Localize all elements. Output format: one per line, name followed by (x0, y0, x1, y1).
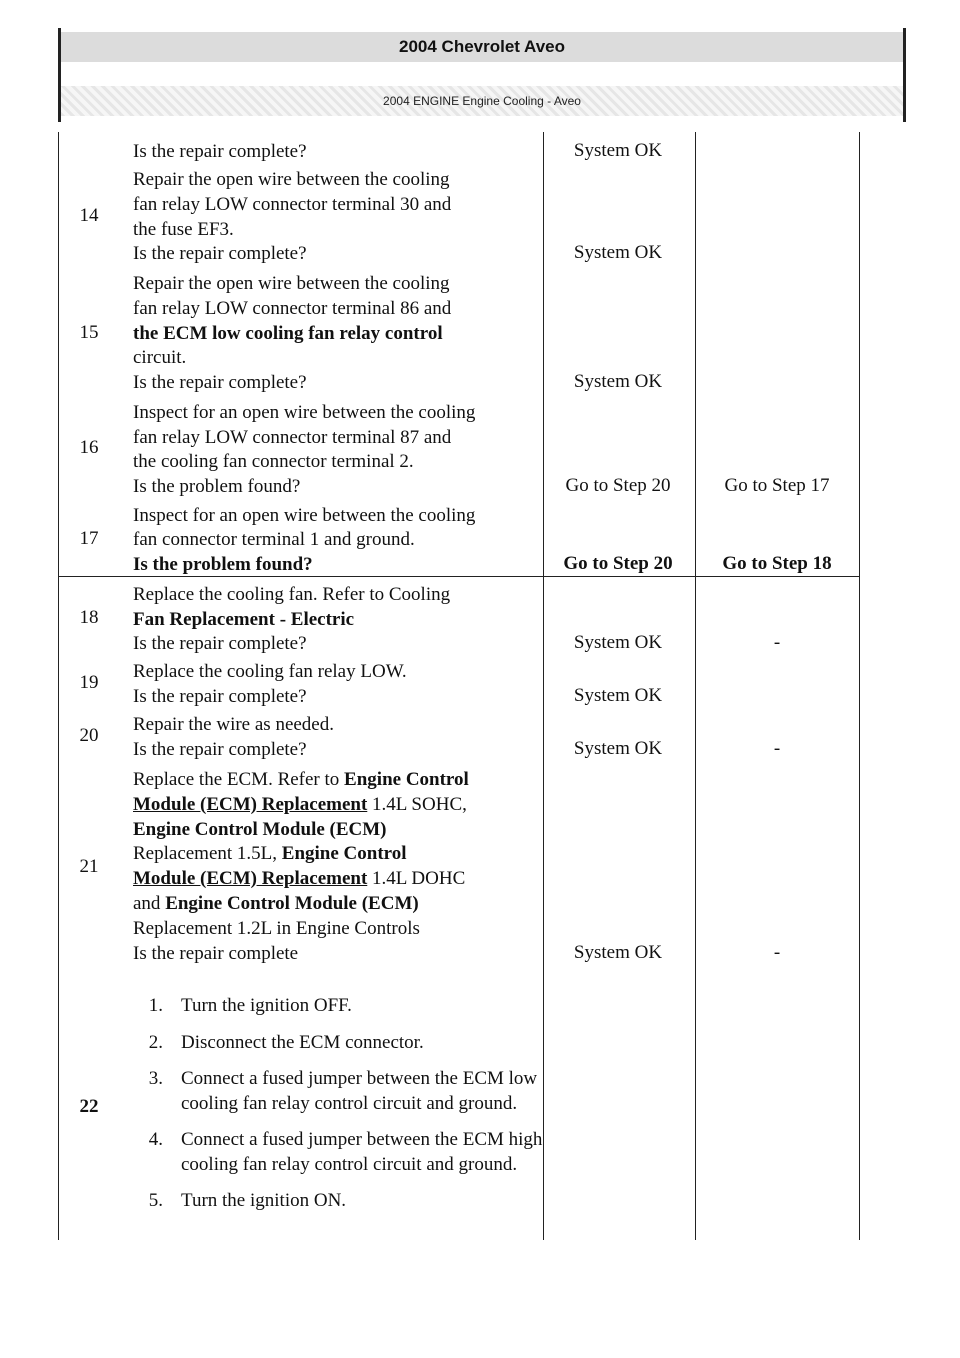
no-result: Go to Step 18 (722, 553, 832, 574)
action-line: Fan Replacement - Electric (133, 609, 355, 630)
step-number: 16 (79, 437, 99, 458)
step-number: 21 (79, 856, 99, 877)
action-line: fan relay LOW connector terminal 86 and (133, 298, 452, 319)
question: Is the problem found? (133, 476, 301, 497)
yes-result: System OK (573, 738, 663, 759)
action-line: the fuse EF3. (133, 219, 234, 240)
action-line: fan relay LOW connector terminal 87 and (133, 427, 452, 448)
action-line: Engine Control Module (ECM) (133, 819, 387, 840)
action-line: fan connector terminal 1 and ground. (133, 529, 415, 550)
action-line: the ECM low cooling fan relay control (133, 323, 443, 344)
action-line: Replace the cooling fan relay LOW. (133, 661, 407, 682)
yes-result: System OK (573, 371, 663, 392)
column-divider-no (695, 132, 696, 1240)
procedure-step: 4. Connect a fused jumper between the ECM high cooling fan relay control circuit and ground. (148, 1129, 543, 1175)
question: Is the repair complete? (133, 243, 307, 264)
action-line: Replacement 1.5L, Engine Control (133, 843, 407, 864)
no-result: - (773, 942, 781, 963)
action-line: Replacement 1.2L in Engine Controls (133, 918, 420, 939)
procedure-list (133, 994, 553, 1226)
yes-result: Go to Step 20 (563, 553, 673, 574)
ecm-replacement-link-sohc[interactable]: Module (ECM) Replacement (133, 794, 368, 815)
yes-result: Go to Step 20 (565, 475, 671, 496)
action-line: Module (ECM) Replacement 1.4L DOHC (133, 868, 466, 889)
action-line: Inspect for an open wire between the cooling (133, 402, 476, 423)
action-line: Replace the cooling fan. Refer to Cooling (133, 584, 451, 605)
no-result: - (773, 738, 781, 759)
question: Is the repair complete (133, 943, 299, 964)
question: Is the repair complete? (133, 739, 307, 760)
procedure-step: 1. Turn the ignition OFF. (148, 995, 352, 1016)
procedure-step: 5. Turn the ignition ON. (148, 1190, 347, 1211)
no-result: - (773, 632, 781, 653)
action-line: Repair the open wire between the cooling (133, 169, 450, 190)
yes-result: System OK (573, 140, 663, 161)
action-line: Repair the open wire between the cooling (133, 273, 450, 294)
step-number: 18 (79, 607, 99, 628)
procedure-step: 2. Disconnect the ECM connector. (148, 1031, 424, 1053)
no-result: Go to Step 17 (724, 475, 830, 496)
action-line: circuit. (133, 347, 187, 368)
step-number: 20 (79, 725, 99, 746)
question: Is the repair complete? (133, 686, 307, 707)
action-line: Replace the ECM. Refer to Engine Control (133, 769, 469, 790)
action-line: and Engine Control Module (ECM) (133, 893, 419, 914)
action-line: Module (ECM) Replacement 1.4L SOHC, (133, 794, 467, 815)
yes-result: System OK (573, 242, 663, 263)
yes-result: System OK (573, 685, 663, 706)
question: Is the repair complete? (133, 633, 307, 654)
question: Is the problem found? (133, 554, 313, 575)
step-number: 14 (79, 205, 99, 226)
yes-result: System OK (573, 632, 663, 653)
action-line: the cooling fan connector terminal 2. (133, 451, 414, 472)
question: Is the repair complete? (133, 141, 307, 162)
ecm-replacement-link-dohc[interactable]: Module (ECM) Replacement (133, 868, 368, 889)
question: Is the repair complete? (133, 372, 307, 393)
step-number: 17 (79, 528, 99, 549)
step-number: 15 (79, 322, 99, 343)
step-number: 22 (79, 1096, 99, 1117)
procedure-step: 3. Connect a fused jumper between the ECM low cooling fan relay control circuit and ground. (148, 1068, 538, 1114)
action-line: fan relay LOW connector terminal 30 and (133, 194, 452, 215)
action-line: Inspect for an open wire between the cooling (133, 505, 476, 526)
action-line: Repair the wire as needed. (133, 714, 334, 735)
diagnostic-table (58, 132, 860, 1240)
step-number: 19 (79, 672, 99, 693)
yes-result: System OK (573, 942, 663, 963)
document-header (58, 28, 906, 122)
section-subtitle: 2004 ENGINE Engine Cooling - Aveo (61, 86, 903, 116)
vehicle-title: 2004 Chevrolet Aveo (61, 32, 903, 62)
